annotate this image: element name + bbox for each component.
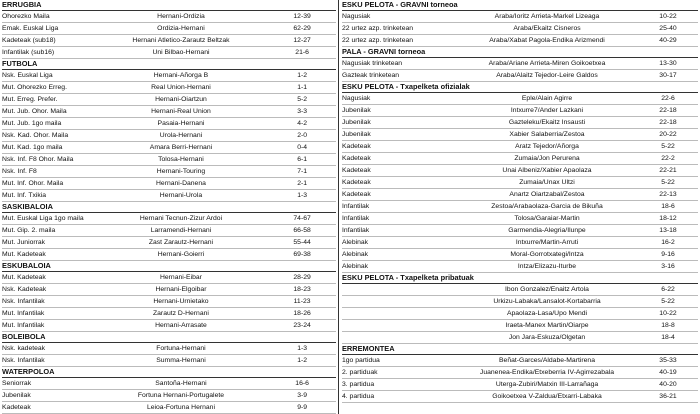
score-cell: 25-40 [659, 25, 677, 32]
result-row [342, 117, 698, 129]
score-cell: 69-38 [293, 251, 311, 258]
result-row [342, 58, 698, 70]
category-cell: Seniorrak [2, 380, 32, 387]
match-cell: Urkizu-Labaka/Lansalot-Kortabarria [493, 298, 601, 305]
category-cell: Jubenilak [342, 119, 371, 126]
category-cell: Mut. Juniorrak [2, 239, 46, 246]
match-cell: Unai Albeniz/Xabier Apaolaza [502, 167, 592, 174]
score-cell: 18-12 [659, 215, 677, 222]
score-cell: 7-1 [297, 168, 308, 175]
category-cell: Nsk. Infantilak [2, 357, 45, 364]
category-cell: Kadeteak [342, 179, 371, 186]
result-row [342, 70, 698, 82]
match-cell: Pasaia-Hernani [157, 120, 205, 127]
category-cell: Infantilak (sub16) [2, 49, 55, 56]
category-cell: Kadeteak [342, 167, 371, 174]
match-cell: Intxurre/Martin-Arruti [515, 239, 579, 246]
score-cell: 16-6 [295, 380, 309, 387]
match-cell: Real Union-Hernani [151, 84, 211, 91]
result-row [2, 70, 336, 82]
category-cell: Nsk. Inf. F8 Ohor. Maila [2, 156, 74, 163]
section-pala-gravni-torneoa [342, 47, 698, 82]
section-title: ESKUBALOIA [2, 261, 336, 272]
score-cell: 11-23 [293, 298, 311, 305]
result-row [2, 47, 336, 59]
match-cell: Zast Zarautz-Hernani [148, 239, 214, 246]
score-cell: 40-19 [659, 369, 677, 376]
result-row [2, 249, 336, 261]
match-cell: Hernani-Goierri [157, 251, 205, 258]
category-cell: Alebinak [342, 239, 369, 246]
score-cell: 6-22 [661, 286, 675, 293]
match-cell: Goikoetxea V-Zaldua/Etxarri-Labaka [492, 393, 602, 400]
score-cell: 5-22 [661, 143, 675, 150]
match-cell: Araba/Ariane Arrieta-Miren Goikoetxea [488, 60, 606, 67]
score-cell: 16-2 [661, 239, 675, 246]
category-cell: Ohorezko Maila [2, 13, 50, 20]
category-cell: Mut. Jub. 1go maila [2, 120, 62, 127]
match-cell: Hernani Atletico-Zarautz Beltzak [132, 37, 230, 44]
score-cell: 23-24 [293, 322, 311, 329]
match-cell: Araba/Xabat Pagola-Endika Arizmendi [489, 37, 605, 44]
left-column [0, 0, 339, 414]
category-cell: Kadeteak [2, 404, 31, 411]
result-row [342, 261, 698, 273]
category-cell: Mut. Inf. Ohor. Maila [2, 180, 64, 187]
category-cell: Infantilak [342, 227, 370, 234]
result-row [2, 11, 336, 23]
score-cell: 2-0 [297, 132, 308, 139]
score-cell: 20-22 [659, 131, 677, 138]
match-cell: Larramendi-Hernani [150, 227, 212, 234]
match-cell: Hernani-Urnietako [153, 298, 209, 305]
category-cell: Nagusiak [342, 13, 371, 20]
score-cell: 5-2 [297, 96, 308, 103]
result-row [2, 82, 336, 94]
match-cell: Apaolaza-Lasa/Upo Mendi [506, 310, 588, 317]
result-row [2, 355, 336, 367]
score-cell: 22-18 [659, 107, 677, 114]
category-cell: Mut. Euskal Liga 1go maila [2, 215, 84, 222]
match-cell: Ordizia-Hernani [157, 25, 205, 32]
score-cell: 22-18 [659, 119, 677, 126]
category-cell: Nsk. kadeteak [2, 345, 46, 352]
category-cell: Mut. Erreg. Prefer. [2, 96, 58, 103]
score-cell: 28-29 [293, 274, 311, 281]
score-cell: 35-33 [659, 357, 677, 364]
category-cell [342, 332, 454, 343]
result-row [2, 308, 336, 320]
result-row [342, 11, 698, 23]
result-row [2, 237, 336, 249]
result-row [342, 332, 698, 344]
score-cell: 18-4 [661, 334, 675, 341]
section-esku-pelota-gravni-torneoa [342, 0, 698, 47]
score-cell: 6-1 [297, 156, 308, 163]
match-cell: Hernani-Real Union [151, 108, 211, 115]
result-row [342, 189, 698, 201]
category-cell: Jubenilak [342, 107, 371, 114]
result-row [2, 130, 336, 142]
section-title: BOLEIBOLA [2, 332, 336, 343]
section-boleibola [2, 332, 336, 367]
score-cell: 9-16 [661, 251, 675, 258]
score-cell: 4-2 [297, 120, 308, 127]
match-cell: Hernani-Danena [156, 180, 206, 187]
category-cell: Gazteak trinketean [342, 72, 400, 79]
score-cell: 2-1 [297, 180, 308, 187]
category-cell: Kadeteak [342, 191, 371, 198]
category-cell: 4. partidua [342, 393, 375, 400]
result-row [2, 320, 336, 332]
result-row [342, 105, 698, 117]
category-cell: 3. partidua [342, 381, 375, 388]
result-row [342, 284, 698, 296]
section-errugbia [2, 0, 336, 59]
right-column [339, 0, 700, 414]
result-row [2, 284, 336, 296]
result-row [2, 225, 336, 237]
score-cell: 1-3 [297, 192, 308, 199]
result-row [342, 129, 698, 141]
score-cell: 10-22 [659, 13, 677, 20]
result-row [2, 178, 336, 190]
category-cell: Mut. Infantilak [2, 310, 45, 317]
score-cell: 22-6 [661, 95, 675, 102]
match-cell: Araba/Alaitz Tejedor-Leire Galdos [496, 72, 598, 79]
score-cell: 13-18 [659, 227, 677, 234]
score-cell: 3-16 [661, 263, 675, 270]
result-row [2, 296, 336, 308]
section-title: PALA - GRAVNI torneoa [342, 47, 698, 58]
score-cell: 18-23 [293, 286, 311, 293]
section-title: WATERPOLOA [2, 367, 336, 378]
score-cell: 12-39 [293, 13, 311, 20]
category-cell: 22 urtez azp. trinketean [342, 25, 414, 32]
score-cell: 0-4 [297, 144, 308, 151]
result-row [2, 154, 336, 166]
match-cell: Hernani-Eibar [159, 274, 202, 281]
section-title: ESKU PELOTA - Txapelketa ofizialak [342, 82, 698, 93]
score-cell: 22-2 [661, 155, 675, 162]
result-row [342, 391, 698, 403]
section-title: FUTBOLA [2, 59, 336, 70]
score-cell: 3-9 [297, 392, 308, 399]
score-cell: 21-6 [295, 49, 309, 56]
result-row [342, 23, 698, 35]
score-cell: 18-26 [293, 310, 311, 317]
result-row [2, 272, 336, 284]
category-cell [342, 296, 454, 307]
match-cell: Leioa-Fortuna Hernani [146, 404, 215, 411]
result-row [342, 379, 698, 391]
match-cell: Ibon Gonzalez/Enaitz Artola [505, 286, 589, 293]
result-row [342, 213, 698, 225]
result-row [2, 118, 336, 130]
score-cell: 13-30 [659, 60, 677, 67]
match-cell: Hernani-Touring [156, 168, 206, 175]
match-cell: Summa-Hernani [156, 357, 206, 364]
score-cell: 22-21 [659, 167, 677, 174]
result-row [342, 35, 698, 47]
result-row [2, 213, 336, 225]
result-row [342, 153, 698, 165]
section-saskibaloia [2, 202, 336, 261]
score-cell: 12-27 [293, 37, 311, 44]
match-cell: Zumaia/Unax Ultzi [519, 179, 575, 186]
score-cell: 66-58 [293, 227, 311, 234]
category-cell: Alebinak [342, 251, 369, 258]
result-row [2, 35, 336, 47]
score-cell: 18-6 [661, 203, 675, 210]
match-cell: Fortuna-Hernani [156, 345, 206, 352]
score-cell: 1-1 [297, 84, 308, 91]
score-cell: 1-2 [297, 72, 308, 79]
category-cell: Mut. Infantilak [2, 322, 45, 329]
result-row [2, 23, 336, 35]
score-cell: 5-22 [661, 298, 675, 305]
section-title: ESKU PELOTA - Txapelketa pribatuak [342, 273, 698, 284]
match-cell: Tolosa-Hernani [158, 156, 204, 163]
section-futbola [2, 59, 336, 202]
match-cell: Aratz Tejedor/Añorga [515, 143, 579, 150]
match-cell: Tolosa/Garaiar-Martin [514, 215, 580, 222]
score-cell: 74-67 [293, 215, 311, 222]
result-row [342, 367, 698, 379]
result-row [2, 94, 336, 106]
category-cell: Mut. Kadeteak [2, 274, 46, 281]
score-cell: 3-3 [297, 108, 308, 115]
result-row [2, 142, 336, 154]
category-cell: 2. partiduak [342, 369, 378, 376]
result-row [342, 296, 698, 308]
result-row [2, 343, 336, 355]
section-erremontea [342, 344, 698, 403]
result-row [342, 225, 698, 237]
category-cell: Kadeteak [342, 155, 371, 162]
score-cell: 22-13 [659, 191, 677, 198]
category-cell [342, 284, 454, 295]
match-cell: Juanenea-Endika/Etxeberria IV-Agirrezabala [479, 369, 615, 376]
category-cell: Nsk. Kad. Ohor. Maila [2, 132, 69, 139]
result-row [342, 141, 698, 153]
category-cell: Infantilak [342, 215, 370, 222]
score-cell: 18-8 [661, 322, 675, 329]
match-cell: Moral-Gorrotxategi/Intza [510, 251, 584, 258]
category-cell: Mut. Ohorezko Erreg. [2, 84, 67, 91]
category-cell: Kadeteak [342, 143, 371, 150]
match-cell: Urola-Hernani [159, 132, 203, 139]
match-cell: Hernani-Oiartzun [155, 96, 207, 103]
result-row [342, 201, 698, 213]
category-cell: Nsk. Kadeteak [2, 286, 47, 293]
match-cell: Hernani-Elgoibar [155, 286, 207, 293]
match-cell: Zestoa/Arabaolaza-Garcia de Bikuña [491, 203, 603, 210]
match-cell: Zumaia/Jon Perurena [514, 155, 580, 162]
category-cell: Kadeteak (sub18) [2, 37, 56, 44]
category-cell: Mut. Kad. 1go maila [2, 144, 63, 151]
result-row [2, 390, 336, 402]
match-cell: Eple/Alain Agirre [521, 95, 573, 102]
category-cell: Mut. Inf. Txikia [2, 192, 47, 199]
match-cell: Zarautz D-Hernani [153, 310, 209, 317]
match-cell: Araba/Ekaitz Cisneros [513, 25, 581, 32]
match-cell: Hernani-Arrasate [155, 322, 207, 329]
category-cell: Mut. Gip. 2. maila [2, 227, 56, 234]
match-cell: Hernani-Ordizia [157, 13, 205, 20]
category-cell: Emak. Euskal Liga [2, 25, 59, 32]
result-row [342, 93, 698, 105]
match-cell: Amara Berri-Hernani [149, 144, 213, 151]
score-cell: 10-22 [659, 310, 677, 317]
section-esku-pelota-txapelketa-ofizialak [342, 82, 698, 273]
match-cell: Santoña-Hernani [155, 380, 207, 387]
section-title: ERRUGBIA [2, 0, 336, 11]
score-cell: 30-17 [659, 72, 677, 79]
category-cell [342, 320, 454, 331]
match-cell: Beñat-Garces/Aldabe-Martirena [499, 357, 595, 364]
match-cell: Iraeta-Manex Martin/Oiarpe [505, 322, 589, 329]
result-row [342, 177, 698, 189]
section-esku-pelota-txapelketa-pribatuak [342, 273, 698, 344]
category-cell: 1go partidua [342, 357, 380, 364]
category-cell: Infantilak [342, 203, 370, 210]
section-title: ERREMONTEA [342, 344, 698, 355]
match-cell: Garmendia-Alegria/Ilunpe [508, 227, 586, 234]
category-cell: Nsk. Inf. F8 [2, 168, 37, 175]
score-cell: 40-29 [659, 37, 677, 44]
result-row [342, 249, 698, 261]
result-row [342, 355, 698, 367]
result-row [342, 165, 698, 177]
match-cell: Uterga-Zubiri/Matxin III-Larrañaga [495, 381, 599, 388]
result-row [2, 402, 336, 414]
category-cell: Mut. Kadeteak [2, 251, 46, 258]
result-row [342, 237, 698, 249]
score-cell: 1-2 [297, 357, 308, 364]
category-cell: Mut. Jub. Ohor. Maila [2, 108, 67, 115]
score-cell: 55-44 [293, 239, 311, 246]
match-cell: Uni Bilbao-Hernani [152, 49, 210, 56]
category-cell: Jubenilak [342, 131, 371, 138]
result-row [2, 166, 336, 178]
match-cell: Xabier Salaberria/Zestoa [509, 131, 585, 138]
match-cell: Hernani-Añorga B [153, 72, 209, 79]
category-cell: Jubenilak [2, 392, 31, 399]
result-row [2, 378, 336, 390]
section-eskubaloia [2, 261, 336, 332]
section-title: ESKU PELOTA - GRAVNI torneoa [342, 0, 698, 11]
category-cell: Alebinak [342, 263, 369, 270]
match-cell: Jon Jara-Eskuza/Olgetan [508, 334, 586, 341]
result-row [342, 308, 698, 320]
match-cell: Gazteleku/Ekaitz Insausti [508, 119, 586, 126]
result-row [2, 190, 336, 202]
category-cell: Nagusiak trinketean [342, 60, 403, 67]
category-cell: Nagusiak [342, 95, 371, 102]
result-row [2, 106, 336, 118]
match-cell: Fortuna Hernani-Portugalete [137, 392, 225, 399]
score-cell: 62-29 [293, 25, 311, 32]
match-cell: Hernani Tecnun-Zizur Ardoi [139, 215, 223, 222]
result-row [342, 320, 698, 332]
match-cell: Anartz Oiartzabal/Zestoa [509, 191, 585, 198]
category-cell: 22 urtez azp. trinketean [342, 37, 414, 44]
score-cell: 40-20 [659, 381, 677, 388]
category-cell: Nsk. Infantilak [2, 298, 45, 305]
category-cell [342, 308, 454, 319]
score-cell: 1-3 [297, 345, 308, 352]
match-cell: Intxurre7/Ander Lazkani [510, 107, 584, 114]
section-title: SASKIBALOIA [2, 202, 336, 213]
score-cell: 9-9 [297, 404, 308, 411]
match-cell: Araba/Ioritz Arrieta-Markel Lizeaga [494, 13, 600, 20]
match-cell: Hernani-Urola [159, 192, 203, 199]
score-cell: 5-22 [661, 179, 675, 186]
score-cell: 36-21 [659, 393, 677, 400]
match-cell: Intza/Elizazu-Iturbe [517, 263, 577, 270]
category-cell: Nsk. Euskal Liga [2, 72, 53, 79]
section-waterpoloa [2, 367, 336, 414]
